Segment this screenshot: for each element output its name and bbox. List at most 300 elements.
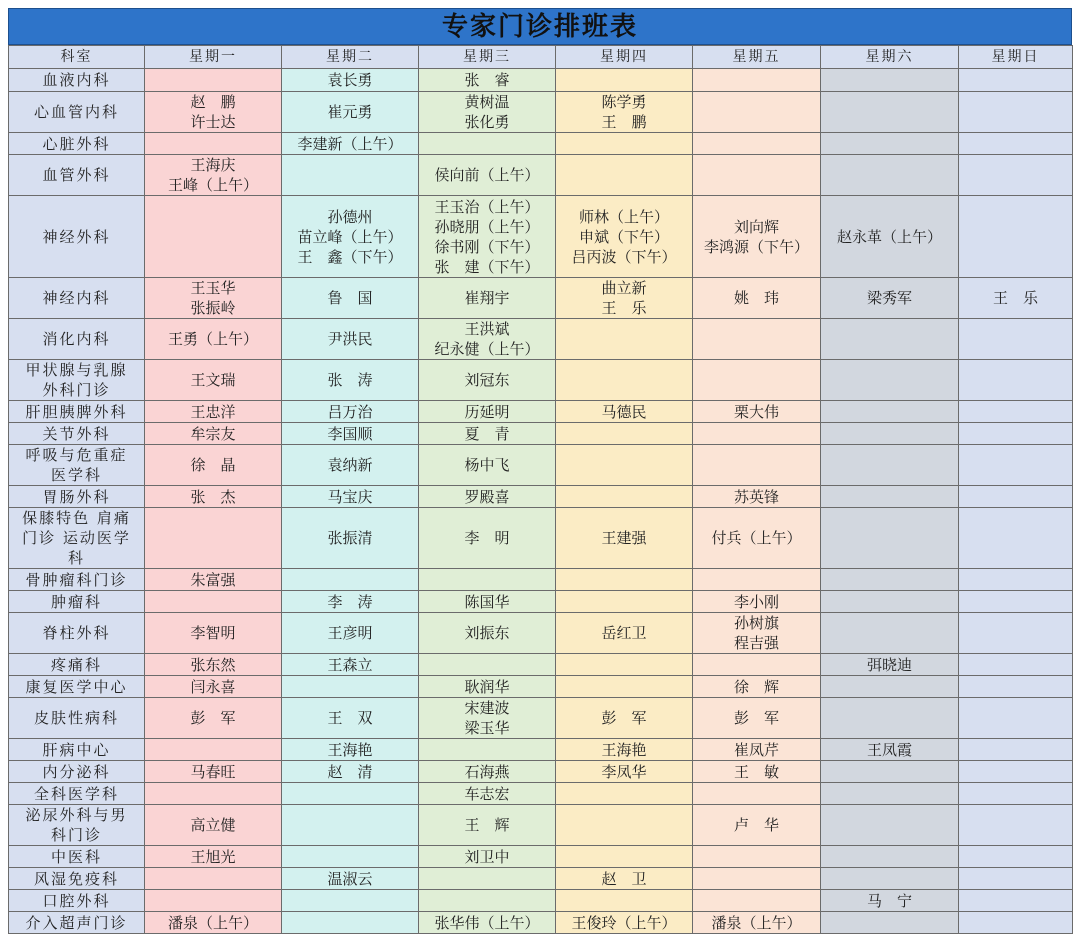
schedule-cell-tue [282, 805, 419, 846]
schedule-cell-sun [959, 912, 1073, 934]
doctor-name: 弭晓迪 [866, 655, 912, 674]
schedule-cell-mon [145, 445, 282, 486]
schedule-cell-mon [145, 92, 282, 133]
doctor-name: 张 睿 [464, 71, 510, 89]
doctor-name: 王洪斌 [464, 320, 510, 338]
schedule-cell-thu [556, 196, 693, 278]
doctor-name: 曲立新 [601, 279, 647, 297]
department-cell [9, 761, 145, 783]
schedule-cell-fri [693, 654, 821, 676]
doctor-name: 王文瑞 [190, 371, 236, 389]
table-row [9, 761, 1073, 783]
schedule-cell-mon [145, 890, 282, 912]
schedule-cell-mon [145, 739, 282, 761]
schedule-cell-wed [419, 761, 556, 783]
schedule-cell-sun [959, 486, 1073, 508]
schedule-cell-sun [959, 613, 1073, 654]
schedule-cell-sat [821, 133, 959, 155]
doctor-name: 刘卫中 [464, 847, 510, 866]
table-row [9, 613, 1073, 654]
schedule-cell-thu [556, 654, 693, 676]
department-label: 心血管内科 [33, 103, 119, 121]
doctor-name: 师林（上午） [578, 207, 669, 226]
doctor-name: 卢 华 [733, 816, 779, 834]
schedule-cell-wed [419, 155, 556, 196]
doctor-name: 王 乐 [601, 299, 647, 317]
doctor-name: 刘向辉 [733, 217, 779, 236]
schedule-cell-sun [959, 805, 1073, 846]
table-row [9, 278, 1073, 319]
schedule-cell-tue [282, 676, 419, 698]
table-row [9, 783, 1073, 805]
schedule-cell-wed [419, 698, 556, 739]
doctor-name: 王俊玲（上午） [571, 913, 677, 932]
schedule-cell-mon [145, 133, 282, 155]
schedule-table [8, 45, 1073, 934]
schedule-cell-thu [556, 319, 693, 360]
schedule-cell-wed [419, 486, 556, 508]
schedule-cell-tue [282, 569, 419, 591]
doctor-name: 马宝庆 [327, 487, 373, 506]
table-row [9, 698, 1073, 739]
schedule-cell-fri [693, 890, 821, 912]
schedule-cell-mon [145, 423, 282, 445]
doctor-name: 崔元勇 [327, 103, 373, 121]
schedule-cell-wed [419, 846, 556, 868]
schedule-cell-sat [821, 196, 959, 278]
schedule-cell-sat [821, 401, 959, 423]
doctor-name: 赵 卫 [601, 869, 647, 888]
schedule-cell-wed [419, 805, 556, 846]
doctor-name: 申斌（下午） [578, 227, 669, 246]
schedule-cell-sun [959, 761, 1073, 783]
schedule-cell-wed [419, 360, 556, 401]
header-dept: 科室 [9, 46, 145, 69]
schedule-cell-sat [821, 890, 959, 912]
doctor-name: 彭 军 [190, 709, 236, 727]
schedule-cell-fri [693, 196, 821, 278]
schedule-cell-fri [693, 698, 821, 739]
doctor-name: 孙晓朋（上午） [434, 217, 540, 236]
schedule-cell-thu [556, 739, 693, 761]
schedule-cell-thu [556, 401, 693, 423]
department-cell [9, 698, 145, 739]
doctor-name: 张东然 [190, 655, 236, 674]
schedule-cell-fri [693, 846, 821, 868]
doctor-name: 苏英锋 [733, 487, 779, 506]
header-thu: 星期四 [556, 46, 693, 69]
schedule-cell-sat [821, 360, 959, 401]
department-label: 骨肿瘤科门诊 [25, 570, 128, 589]
schedule-cell-thu [556, 805, 693, 846]
schedule-cell-mon [145, 319, 282, 360]
doctor-name: 历延明 [464, 402, 510, 421]
schedule-cell-thu [556, 508, 693, 569]
doctor-name: 张华伟（上午） [434, 913, 540, 932]
doctor-name: 徐书刚（下午） [434, 237, 540, 256]
schedule-cell-fri [693, 569, 821, 591]
schedule-cell-sun [959, 278, 1073, 319]
department-cell [9, 486, 145, 508]
doctor-name: 张振岭 [190, 299, 236, 317]
schedule-cell-mon [145, 591, 282, 613]
doctor-name: 程吉强 [733, 634, 779, 652]
table-row [9, 155, 1073, 196]
schedule-cell-sat [821, 155, 959, 196]
schedule-cell-wed [419, 868, 556, 890]
schedule-cell-tue [282, 591, 419, 613]
schedule-cell-fri [693, 69, 821, 92]
doctor-name: 王玉华 [190, 279, 236, 297]
schedule-cell-fri [693, 912, 821, 934]
doctor-name: 张 涛 [327, 371, 373, 389]
header-tue: 星期二 [282, 46, 419, 69]
doctor-name: 彭 军 [733, 709, 779, 727]
schedule-cell-wed [419, 69, 556, 92]
doctor-name: 高立健 [190, 816, 236, 834]
schedule-cell-fri [693, 676, 821, 698]
table-row [9, 868, 1073, 890]
schedule-cell-fri [693, 360, 821, 401]
doctor-name: 罗殿喜 [464, 487, 510, 506]
schedule-cell-tue [282, 654, 419, 676]
schedule-cell-wed [419, 445, 556, 486]
department-cell [9, 196, 145, 278]
doctor-name: 张 建（下午） [434, 257, 540, 276]
schedule-cell-mon [145, 613, 282, 654]
header-wed: 星期三 [419, 46, 556, 69]
schedule-cell-sun [959, 698, 1073, 739]
doctor-name: 陈学勇 [601, 93, 647, 111]
department-cell [9, 508, 145, 569]
schedule-cell-sat [821, 508, 959, 569]
department-label: 血管外科 [42, 166, 111, 184]
doctor-name: 梁玉华 [464, 719, 510, 737]
table-row [9, 445, 1073, 486]
department-cell [9, 319, 145, 360]
schedule-cell-sat [821, 868, 959, 890]
schedule-cell-thu [556, 613, 693, 654]
doctor-name: 鲁 国 [327, 289, 373, 307]
doctor-name: 王海艳 [327, 740, 373, 759]
department-cell [9, 401, 145, 423]
schedule-cell-mon [145, 761, 282, 783]
schedule-cell-tue [282, 783, 419, 805]
schedule-cell-sun [959, 654, 1073, 676]
schedule-cell-sun [959, 319, 1073, 360]
doctor-name: 李国顺 [327, 424, 373, 443]
doctor-name: 吕丙波（下午） [571, 247, 677, 266]
schedule-cell-sat [821, 698, 959, 739]
doctor-name: 黄树温 [464, 93, 510, 111]
doctor-name: 王海艳 [601, 740, 647, 759]
table-row [9, 591, 1073, 613]
department-label: 中医科 [50, 847, 102, 866]
doctor-name: 牟宗友 [190, 424, 236, 443]
schedule-cell-wed [419, 92, 556, 133]
department-label: 介入超声门诊 [25, 913, 128, 932]
schedule-cell-sun [959, 401, 1073, 423]
schedule-cell-sat [821, 805, 959, 846]
schedule-cell-fri [693, 155, 821, 196]
schedule-cell-thu [556, 846, 693, 868]
department-label: 康复医学中心 [25, 677, 128, 696]
schedule-cell-sun [959, 739, 1073, 761]
department-cell [9, 569, 145, 591]
doctor-name: 张振清 [327, 529, 373, 547]
doctor-name: 栗大伟 [733, 402, 779, 421]
schedule-cell-sun [959, 133, 1073, 155]
department-label: 风湿免疫科 [33, 869, 119, 888]
doctor-name: 刘冠东 [464, 371, 510, 389]
schedule-cell-wed [419, 401, 556, 423]
doctor-name: 赵 鹏 [190, 93, 236, 111]
doctor-name: 王峰（上午） [167, 176, 258, 194]
schedule-cell-sat [821, 613, 959, 654]
table-row [9, 92, 1073, 133]
table-row [9, 69, 1073, 92]
schedule-cell-tue [282, 69, 419, 92]
schedule-cell-sun [959, 196, 1073, 278]
schedule-cell-fri [693, 739, 821, 761]
schedule-cell-sun [959, 569, 1073, 591]
doctor-name: 马 宁 [866, 891, 912, 910]
department-label: 全科医学科 [33, 784, 119, 803]
schedule-cell-tue [282, 761, 419, 783]
page-title: 专家门诊排班表 [8, 8, 1072, 45]
schedule-cell-sat [821, 92, 959, 133]
table-row [9, 423, 1073, 445]
schedule-cell-tue [282, 196, 419, 278]
department-label: 关节外科 [42, 424, 111, 443]
department-label: 胃肠外科 [42, 487, 111, 506]
schedule-cell-thu [556, 761, 693, 783]
schedule-cell-sun [959, 445, 1073, 486]
department-label: 脊柱外科 [42, 624, 111, 642]
department-cell [9, 868, 145, 890]
doctor-name: 王 鹏 [601, 113, 647, 131]
schedule-cell-sun [959, 155, 1073, 196]
department-label: 口腔外科 [42, 891, 111, 910]
schedule-cell-wed [419, 676, 556, 698]
doctor-name: 朱富强 [190, 570, 236, 589]
schedule-cell-thu [556, 569, 693, 591]
department-cell [9, 591, 145, 613]
schedule-cell-fri [693, 401, 821, 423]
schedule-body [9, 69, 1073, 934]
department-label: 内分泌科 [42, 762, 111, 781]
table-row [9, 486, 1073, 508]
schedule-cell-wed [419, 569, 556, 591]
department-cell [9, 890, 145, 912]
doctor-name: 赵 清 [327, 762, 373, 781]
header-sun: 星期日 [959, 46, 1073, 69]
department-label: 呼吸与危重症医学科 [25, 446, 128, 484]
schedule-cell-wed [419, 278, 556, 319]
schedule-cell-tue [282, 912, 419, 934]
schedule-cell-fri [693, 783, 821, 805]
schedule-cell-sun [959, 846, 1073, 868]
schedule-cell-sun [959, 423, 1073, 445]
department-cell [9, 676, 145, 698]
schedule-cell-tue [282, 890, 419, 912]
schedule-cell-wed [419, 423, 556, 445]
schedule-cell-tue [282, 868, 419, 890]
department-label: 甲状腺与乳腺外科门诊 [25, 361, 128, 399]
table-row [9, 360, 1073, 401]
department-label: 疼痛科 [50, 655, 102, 674]
doctor-name: 王凤霞 [866, 740, 912, 759]
schedule-cell-sun [959, 360, 1073, 401]
header-fri: 星期五 [693, 46, 821, 69]
schedule-cell-sun [959, 92, 1073, 133]
schedule-cell-sat [821, 591, 959, 613]
header-sat: 星期六 [821, 46, 959, 69]
schedule-cell-sat [821, 486, 959, 508]
doctor-name: 尹洪民 [327, 330, 373, 348]
schedule-cell-mon [145, 278, 282, 319]
department-label: 神经外科 [42, 227, 111, 246]
table-row [9, 133, 1073, 155]
doctor-name: 李鸿源（下午） [703, 237, 809, 256]
schedule-cell-thu [556, 890, 693, 912]
doctor-name: 王勇（上午） [167, 330, 258, 348]
schedule-cell-mon [145, 783, 282, 805]
schedule-cell-tue [282, 155, 419, 196]
schedule-cell-sat [821, 69, 959, 92]
schedule-cell-mon [145, 486, 282, 508]
doctor-name: 王 敏 [733, 762, 779, 781]
doctor-name: 李凤华 [601, 762, 647, 781]
schedule-cell-mon [145, 360, 282, 401]
schedule-cell-wed [419, 739, 556, 761]
header-mon: 星期一 [145, 46, 282, 69]
schedule-cell-fri [693, 445, 821, 486]
schedule-cell-mon [145, 846, 282, 868]
doctor-name: 王忠洋 [190, 402, 236, 421]
doctor-name: 李智明 [190, 624, 236, 642]
doctor-name: 宋建波 [464, 699, 510, 717]
schedule-cell-fri [693, 761, 821, 783]
table-row [9, 508, 1073, 569]
schedule-cell-wed [419, 654, 556, 676]
schedule-cell-mon [145, 805, 282, 846]
schedule-cell-sun [959, 591, 1073, 613]
doctor-name: 徐 晶 [190, 456, 236, 474]
schedule-cell-thu [556, 591, 693, 613]
department-label: 肿瘤科 [50, 592, 102, 611]
schedule-cell-thu [556, 676, 693, 698]
schedule-cell-sat [821, 445, 959, 486]
doctor-name: 王海庆 [190, 156, 236, 174]
department-label: 血液内科 [42, 71, 111, 89]
schedule-cell-tue [282, 319, 419, 360]
schedule-cell-mon [145, 868, 282, 890]
schedule-cell-tue [282, 445, 419, 486]
schedule-cell-thu [556, 92, 693, 133]
department-cell [9, 912, 145, 934]
doctor-name: 车志宏 [464, 784, 510, 803]
schedule-cell-wed [419, 613, 556, 654]
doctor-name: 袁纳新 [327, 456, 373, 474]
schedule-cell-tue [282, 133, 419, 155]
doctor-name: 王 双 [327, 709, 373, 727]
doctor-name: 彭 军 [601, 709, 647, 727]
schedule-cell-thu [556, 133, 693, 155]
doctor-name: 张化勇 [464, 113, 510, 131]
department-cell [9, 846, 145, 868]
schedule-cell-thu [556, 486, 693, 508]
doctor-name: 姚 玮 [733, 289, 779, 307]
department-label: 皮肤性病科 [33, 709, 119, 727]
department-label: 泌尿外科与男科门诊 [25, 806, 128, 844]
department-cell [9, 739, 145, 761]
doctor-name: 徐 辉 [733, 677, 779, 696]
department-label: 肝病中心 [42, 740, 111, 759]
doctor-name: 袁长勇 [327, 71, 373, 89]
schedule-cell-fri [693, 486, 821, 508]
schedule-cell-fri [693, 805, 821, 846]
department-label: 神经内科 [42, 289, 111, 307]
schedule-cell-fri [693, 423, 821, 445]
schedule-cell-mon [145, 569, 282, 591]
schedule-cell-mon [145, 912, 282, 934]
schedule-cell-tue [282, 486, 419, 508]
schedule-cell-mon [145, 676, 282, 698]
schedule-cell-wed [419, 196, 556, 278]
department-label: 消化内科 [42, 330, 111, 348]
schedule-cell-thu [556, 278, 693, 319]
doctor-name: 王彦明 [327, 624, 373, 642]
table-row [9, 319, 1073, 360]
schedule-cell-tue [282, 698, 419, 739]
doctor-name: 马春旺 [190, 762, 236, 781]
doctor-name: 赵永革（上午） [836, 227, 942, 246]
department-cell [9, 69, 145, 92]
schedule-cell-fri [693, 319, 821, 360]
header-row [9, 46, 1073, 69]
schedule-cell-fri [693, 278, 821, 319]
table-row [9, 739, 1073, 761]
schedule-cell-sun [959, 890, 1073, 912]
department-cell [9, 92, 145, 133]
department-label: 心脏外科 [42, 134, 111, 153]
doctor-name: 夏 青 [464, 424, 510, 443]
schedule-cell-wed [419, 319, 556, 360]
schedule-cell-sat [821, 912, 959, 934]
department-cell [9, 155, 145, 196]
department-cell [9, 278, 145, 319]
doctor-name: 耿润华 [464, 677, 510, 696]
doctor-name: 闫永喜 [190, 677, 236, 696]
schedule-cell-tue [282, 278, 419, 319]
table-row [9, 846, 1073, 868]
schedule-cell-wed [419, 783, 556, 805]
table-row [9, 196, 1073, 278]
schedule-cell-fri [693, 92, 821, 133]
schedule-cell-tue [282, 508, 419, 569]
doctor-name: 王森立 [327, 655, 373, 674]
schedule-cell-mon [145, 196, 282, 278]
schedule-cell-sat [821, 423, 959, 445]
schedule-cell-thu [556, 783, 693, 805]
doctor-name: 苗立峰（上午） [297, 227, 403, 246]
department-cell [9, 805, 145, 846]
schedule-cell-tue [282, 613, 419, 654]
doctor-name: 杨中飞 [464, 456, 510, 474]
schedule-cell-sat [821, 654, 959, 676]
schedule-cell-sun [959, 676, 1073, 698]
